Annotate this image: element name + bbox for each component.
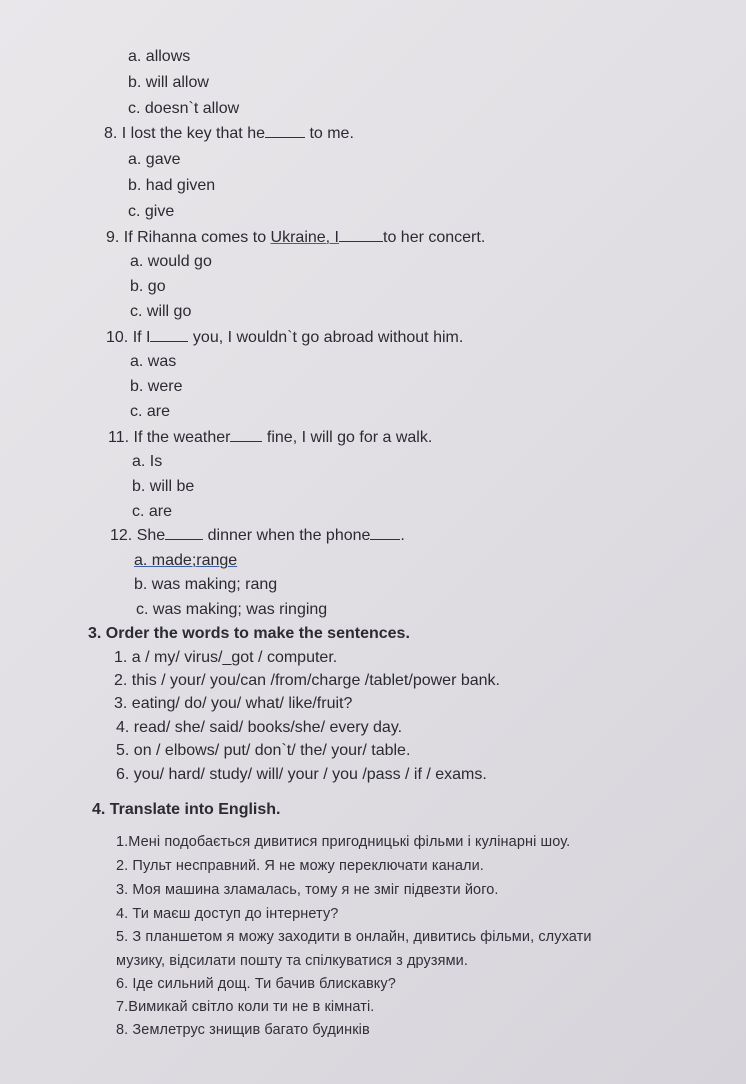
translate-item-4: 4. Ти маєш доступ до інтернету? bbox=[116, 906, 339, 922]
q9-option-c: c. will go bbox=[130, 303, 192, 320]
q9-option-b: b. go bbox=[130, 278, 166, 295]
question-8-text: 8. I lost the key that he bbox=[104, 125, 265, 142]
question-10-text: 10. If I bbox=[106, 329, 151, 346]
q8-option-b: b. had given bbox=[128, 177, 216, 194]
translate-item-3: 3. Моя машина зламалась, тому я не зміг підвезти його. bbox=[116, 882, 499, 898]
q7-option-b: b. will allow bbox=[128, 74, 209, 91]
answer-blank bbox=[339, 241, 383, 242]
section-3-heading: 3. Order the words to make the sentences. bbox=[88, 625, 410, 642]
order-item-1: 1. a / my/ virus/_got / computer. bbox=[114, 649, 338, 666]
answer-blank bbox=[265, 137, 305, 138]
q11-option-b: b. will be bbox=[132, 478, 195, 495]
question-12-text: 12. She bbox=[110, 527, 166, 544]
translate-item-7: 7.Вимикай світло коли ти не в кімнаті. bbox=[116, 999, 375, 1015]
order-item-4: 4. read/ she/ said/ books/she/ every day. bbox=[116, 719, 403, 736]
question-11 bbox=[108, 428, 432, 448]
question-12 bbox=[110, 526, 405, 546]
question-8 bbox=[104, 124, 354, 144]
translate-item-6: 6. Іде сильний дощ. Ти бачив блискавку? bbox=[116, 976, 396, 992]
q9-option-a: a. would go bbox=[130, 253, 212, 270]
order-item-5: 5. on / elbows/ put/ don`t/ the/ your/ table. bbox=[116, 742, 411, 759]
question-10-tail: you, I wouldn`t go abroad without him. bbox=[192, 329, 464, 346]
order-item-6: 6. you/ hard/ study/ will/ your / you /pass / if / exams. bbox=[116, 766, 487, 783]
section-4-heading: 4. Translate into English. bbox=[92, 801, 281, 818]
translate-item-2: 2. Пульт несправний. Я не можу переключати канали. bbox=[116, 858, 484, 874]
question-9 bbox=[106, 228, 485, 248]
question-12-middle: dinner when the phone bbox=[207, 527, 371, 544]
q11-option-a: a. Is bbox=[132, 453, 163, 470]
question-12-tail: . bbox=[400, 527, 405, 544]
q8-option-c: c. give bbox=[128, 203, 175, 220]
q12-option-a-text: a. made;range bbox=[134, 552, 238, 569]
question-9-tail: to her concert. bbox=[383, 229, 486, 246]
q10-option-a: a. was bbox=[130, 353, 177, 370]
q10-option-b: b. were bbox=[130, 378, 183, 395]
answer-blank bbox=[165, 539, 203, 540]
q12-option-a bbox=[134, 551, 237, 571]
question-9-underlined: Ukraine, I bbox=[270, 229, 339, 246]
order-item-3: 3. eating/ do/ you/ what/ like/fruit? bbox=[114, 695, 353, 712]
q7-option-c: c. doesn`t allow bbox=[128, 100, 240, 117]
answer-blank bbox=[150, 341, 188, 342]
answer-blank bbox=[230, 441, 262, 442]
question-10 bbox=[106, 328, 463, 348]
question-11-text: 11. If the weather bbox=[108, 429, 231, 446]
q11-option-c: c. are bbox=[132, 503, 173, 520]
q7-option-a: a. allows bbox=[128, 48, 191, 65]
question-11-tail: fine, I will go for a walk. bbox=[266, 429, 433, 446]
question-9-text: 9. If Rihanna comes to bbox=[106, 229, 271, 246]
q12-option-c: c. was making; was ringing bbox=[136, 601, 328, 618]
q12-option-b: b. was making; rang bbox=[134, 576, 278, 593]
answer-blank bbox=[370, 539, 400, 540]
q8-option-a: a. gave bbox=[128, 151, 181, 168]
translate-item-8: 8. Землетрус знищив багато будинків bbox=[116, 1022, 370, 1038]
question-8-tail: to me. bbox=[309, 125, 354, 142]
translate-item-5: 5. З планшетом я можу заходити в онлайн, дивитись фільми, слухати bbox=[116, 929, 592, 945]
translate-item-5-continued: музику, відсилати пошту та спілкуватися з друзями. bbox=[116, 953, 468, 969]
q10-option-c: c. are bbox=[130, 403, 171, 420]
translate-item-1: 1.Мені подобається дивитися пригодницькі фільми і кулінарні шоу. bbox=[116, 834, 571, 850]
order-item-2: 2. this / your/ you/can /from/charge /tablet/power bank. bbox=[114, 672, 500, 689]
